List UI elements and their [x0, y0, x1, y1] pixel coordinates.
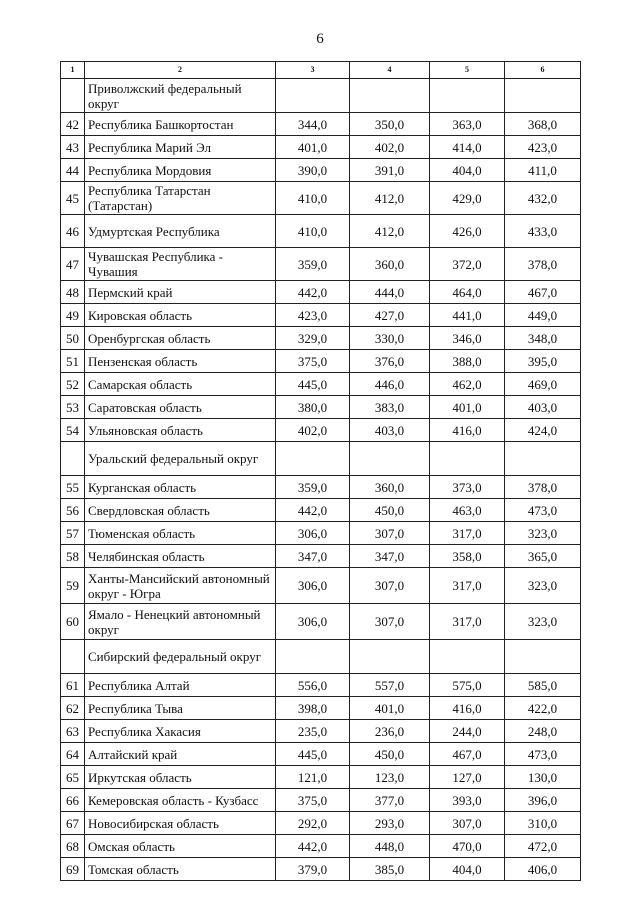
- value-col-4: 347,0: [350, 545, 430, 568]
- region-name: Алтайский край: [85, 743, 276, 766]
- region-row: [61, 304, 581, 327]
- value-col-4: 376,0: [350, 350, 430, 373]
- region-row: [61, 499, 581, 522]
- value-col-6: 422,0: [505, 697, 581, 720]
- region-name: Оренбургская область: [85, 327, 276, 350]
- value-col-6: 424,0: [505, 419, 581, 442]
- table-body: [61, 62, 581, 881]
- value-col-3: 556,0: [276, 674, 350, 697]
- empty-cell: [61, 640, 85, 674]
- region-row: [61, 858, 581, 881]
- value-col-3: 379,0: [276, 858, 350, 881]
- region-row: [61, 182, 581, 215]
- value-col-3: 359,0: [276, 248, 350, 281]
- value-col-5: 426,0: [430, 215, 505, 248]
- row-number: 43: [61, 136, 85, 159]
- value-col-6: 449,0: [505, 304, 581, 327]
- region-name: Ямало - Ненецкий автономный округ: [85, 604, 276, 640]
- region-name: Кемеровская область - Кузбасс: [85, 789, 276, 812]
- column-number: 2: [85, 62, 276, 79]
- empty-cell: [430, 640, 505, 674]
- value-col-4: 236,0: [350, 720, 430, 743]
- region-name: Саратовская область: [85, 396, 276, 419]
- value-col-4: 123,0: [350, 766, 430, 789]
- value-col-3: 442,0: [276, 281, 350, 304]
- region-name: Республика Башкортостан: [85, 113, 276, 136]
- region-row: [61, 697, 581, 720]
- value-col-3: 375,0: [276, 350, 350, 373]
- column-number: 5: [430, 62, 505, 79]
- row-number: 57: [61, 522, 85, 545]
- region-row: [61, 327, 581, 350]
- region-name: Курганская область: [85, 476, 276, 499]
- value-col-5: 358,0: [430, 545, 505, 568]
- value-col-5: 404,0: [430, 858, 505, 881]
- value-col-5: 393,0: [430, 789, 505, 812]
- value-col-6: 368,0: [505, 113, 581, 136]
- page-number: 6: [316, 31, 324, 47]
- value-col-3: 445,0: [276, 373, 350, 396]
- region-name: Республика Мордовия: [85, 159, 276, 182]
- value-col-4: 330,0: [350, 327, 430, 350]
- row-number: 58: [61, 545, 85, 568]
- row-number: 54: [61, 419, 85, 442]
- row-number: 46: [61, 215, 85, 248]
- value-col-4: 402,0: [350, 136, 430, 159]
- row-number: 68: [61, 835, 85, 858]
- value-col-5: 127,0: [430, 766, 505, 789]
- value-col-4: 307,0: [350, 604, 430, 640]
- value-col-4: 448,0: [350, 835, 430, 858]
- region-row: [61, 674, 581, 697]
- value-col-3: 398,0: [276, 697, 350, 720]
- value-col-3: 359,0: [276, 476, 350, 499]
- region-name: Республика Марий Эл: [85, 136, 276, 159]
- value-col-5: 244,0: [430, 720, 505, 743]
- row-number: 56: [61, 499, 85, 522]
- row-number: 55: [61, 476, 85, 499]
- value-col-3: 306,0: [276, 568, 350, 604]
- region-row: [61, 215, 581, 248]
- value-col-6: 467,0: [505, 281, 581, 304]
- value-col-4: 403,0: [350, 419, 430, 442]
- value-col-5: 373,0: [430, 476, 505, 499]
- region-name: Удмуртская Республика: [85, 215, 276, 248]
- value-col-6: 473,0: [505, 743, 581, 766]
- region-row: [61, 545, 581, 568]
- value-col-3: 423,0: [276, 304, 350, 327]
- region-row: [61, 373, 581, 396]
- value-col-5: 464,0: [430, 281, 505, 304]
- column-number: 1: [61, 62, 85, 79]
- value-col-6: 248,0: [505, 720, 581, 743]
- value-col-6: 432,0: [505, 182, 581, 215]
- value-col-6: 469,0: [505, 373, 581, 396]
- region-row: [61, 350, 581, 373]
- value-col-4: 450,0: [350, 499, 430, 522]
- region-row: [61, 136, 581, 159]
- value-col-4: 307,0: [350, 522, 430, 545]
- value-col-6: 396,0: [505, 789, 581, 812]
- value-col-5: 441,0: [430, 304, 505, 327]
- region-name: Чувашская Республика - Чувашия: [85, 248, 276, 281]
- region-name: Челябинская область: [85, 545, 276, 568]
- value-col-3: 347,0: [276, 545, 350, 568]
- empty-cell: [61, 442, 85, 476]
- row-number: 50: [61, 327, 85, 350]
- value-col-3: 401,0: [276, 136, 350, 159]
- value-col-4: 293,0: [350, 812, 430, 835]
- value-col-3: 442,0: [276, 499, 350, 522]
- value-col-6: 411,0: [505, 159, 581, 182]
- row-number: 65: [61, 766, 85, 789]
- row-number: 63: [61, 720, 85, 743]
- region-name: Кировская область: [85, 304, 276, 327]
- district-header-row: [61, 79, 581, 113]
- value-col-5: 346,0: [430, 327, 505, 350]
- region-row: [61, 396, 581, 419]
- column-number: 3: [276, 62, 350, 79]
- value-col-5: 317,0: [430, 568, 505, 604]
- region-name: Республика Тыва: [85, 697, 276, 720]
- value-col-5: 467,0: [430, 743, 505, 766]
- value-col-6: 323,0: [505, 568, 581, 604]
- value-col-6: 406,0: [505, 858, 581, 881]
- value-col-5: 317,0: [430, 522, 505, 545]
- value-col-3: 445,0: [276, 743, 350, 766]
- value-col-5: 470,0: [430, 835, 505, 858]
- row-number: 44: [61, 159, 85, 182]
- district-header-row: [61, 640, 581, 674]
- value-col-4: 446,0: [350, 373, 430, 396]
- value-col-6: 323,0: [505, 604, 581, 640]
- region-row: [61, 522, 581, 545]
- value-col-3: 442,0: [276, 835, 350, 858]
- district-title: Сибирский федеральный округ: [85, 640, 276, 674]
- row-number: 62: [61, 697, 85, 720]
- region-values-table: [60, 61, 581, 881]
- value-col-3: 402,0: [276, 419, 350, 442]
- value-col-6: 365,0: [505, 545, 581, 568]
- row-number: 66: [61, 789, 85, 812]
- region-row: [61, 568, 581, 604]
- row-number: 48: [61, 281, 85, 304]
- value-col-4: 383,0: [350, 396, 430, 419]
- value-col-3: 410,0: [276, 215, 350, 248]
- value-col-5: 462,0: [430, 373, 505, 396]
- region-row: [61, 248, 581, 281]
- district-title: Приволжский федеральный округ: [85, 79, 276, 113]
- value-col-4: 412,0: [350, 215, 430, 248]
- region-row: [61, 419, 581, 442]
- region-name: Иркутская область: [85, 766, 276, 789]
- value-col-5: 363,0: [430, 113, 505, 136]
- row-number: 61: [61, 674, 85, 697]
- region-row: [61, 281, 581, 304]
- value-col-3: 235,0: [276, 720, 350, 743]
- value-col-6: 403,0: [505, 396, 581, 419]
- row-number: 42: [61, 113, 85, 136]
- empty-cell: [350, 640, 430, 674]
- value-col-6: 378,0: [505, 476, 581, 499]
- value-col-4: 307,0: [350, 568, 430, 604]
- value-col-5: 575,0: [430, 674, 505, 697]
- value-col-3: 306,0: [276, 604, 350, 640]
- region-name: Самарская область: [85, 373, 276, 396]
- value-col-3: 344,0: [276, 113, 350, 136]
- value-col-3: 410,0: [276, 182, 350, 215]
- value-col-6: 585,0: [505, 674, 581, 697]
- empty-cell: [350, 79, 430, 113]
- value-col-4: 350,0: [350, 113, 430, 136]
- region-row: [61, 159, 581, 182]
- region-row: [61, 835, 581, 858]
- value-col-4: 450,0: [350, 743, 430, 766]
- empty-cell: [276, 442, 350, 476]
- row-number: 67: [61, 812, 85, 835]
- value-col-5: 317,0: [430, 604, 505, 640]
- empty-cell: [350, 442, 430, 476]
- row-number: 69: [61, 858, 85, 881]
- district-header-row: [61, 442, 581, 476]
- region-name: Новосибирская область: [85, 812, 276, 835]
- value-col-3: 329,0: [276, 327, 350, 350]
- region-name: Томская область: [85, 858, 276, 881]
- value-col-6: 348,0: [505, 327, 581, 350]
- value-col-4: 391,0: [350, 159, 430, 182]
- value-col-5: 401,0: [430, 396, 505, 419]
- region-name: Пензенская область: [85, 350, 276, 373]
- row-number: 45: [61, 182, 85, 215]
- value-col-3: 121,0: [276, 766, 350, 789]
- region-name: Свердловская область: [85, 499, 276, 522]
- region-name: Республика Татарстан (Татарстан): [85, 182, 276, 215]
- value-col-6: 310,0: [505, 812, 581, 835]
- empty-cell: [430, 442, 505, 476]
- region-row: [61, 476, 581, 499]
- row-number: 59: [61, 568, 85, 604]
- empty-cell: [505, 640, 581, 674]
- empty-cell: [430, 79, 505, 113]
- value-col-6: 473,0: [505, 499, 581, 522]
- district-title: Уральский федеральный округ: [85, 442, 276, 476]
- value-col-4: 401,0: [350, 697, 430, 720]
- value-col-4: 557,0: [350, 674, 430, 697]
- value-col-6: 433,0: [505, 215, 581, 248]
- empty-cell: [505, 442, 581, 476]
- region-row: [61, 812, 581, 835]
- value-col-6: 378,0: [505, 248, 581, 281]
- region-name: Республика Хакасия: [85, 720, 276, 743]
- column-number-row: [61, 62, 581, 79]
- value-col-5: 429,0: [430, 182, 505, 215]
- region-row: [61, 604, 581, 640]
- value-col-5: 404,0: [430, 159, 505, 182]
- row-number: 60: [61, 604, 85, 640]
- empty-cell: [61, 79, 85, 113]
- value-col-5: 307,0: [430, 812, 505, 835]
- value-col-4: 412,0: [350, 182, 430, 215]
- value-col-6: 395,0: [505, 350, 581, 373]
- region-row: [61, 743, 581, 766]
- value-col-4: 427,0: [350, 304, 430, 327]
- value-col-6: 323,0: [505, 522, 581, 545]
- region-name: Ханты-Мансийский автономный округ - Югра: [85, 568, 276, 604]
- region-name: Тюменская область: [85, 522, 276, 545]
- row-number: 53: [61, 396, 85, 419]
- value-col-6: 472,0: [505, 835, 581, 858]
- region-row: [61, 766, 581, 789]
- empty-cell: [276, 640, 350, 674]
- value-col-4: 360,0: [350, 248, 430, 281]
- row-number: 52: [61, 373, 85, 396]
- value-col-5: 416,0: [430, 697, 505, 720]
- value-col-3: 292,0: [276, 812, 350, 835]
- value-col-5: 416,0: [430, 419, 505, 442]
- value-col-4: 360,0: [350, 476, 430, 499]
- row-number: 51: [61, 350, 85, 373]
- value-col-6: 130,0: [505, 766, 581, 789]
- value-col-5: 372,0: [430, 248, 505, 281]
- region-name: Ульяновская область: [85, 419, 276, 442]
- value-col-5: 388,0: [430, 350, 505, 373]
- empty-cell: [505, 79, 581, 113]
- value-col-5: 414,0: [430, 136, 505, 159]
- region-row: [61, 113, 581, 136]
- value-col-3: 390,0: [276, 159, 350, 182]
- value-col-3: 375,0: [276, 789, 350, 812]
- value-col-3: 306,0: [276, 522, 350, 545]
- region-row: [61, 789, 581, 812]
- value-col-5: 463,0: [430, 499, 505, 522]
- row-number: 47: [61, 248, 85, 281]
- empty-cell: [276, 79, 350, 113]
- value-col-4: 444,0: [350, 281, 430, 304]
- value-col-4: 385,0: [350, 858, 430, 881]
- row-number: 64: [61, 743, 85, 766]
- row-number: 49: [61, 304, 85, 327]
- column-number: 6: [505, 62, 581, 79]
- region-row: [61, 720, 581, 743]
- column-number: 4: [350, 62, 430, 79]
- region-name: Омская область: [85, 835, 276, 858]
- value-col-6: 423,0: [505, 136, 581, 159]
- value-col-3: 380,0: [276, 396, 350, 419]
- region-name: Пермский край: [85, 281, 276, 304]
- value-col-4: 377,0: [350, 789, 430, 812]
- region-name: Республика Алтай: [85, 674, 276, 697]
